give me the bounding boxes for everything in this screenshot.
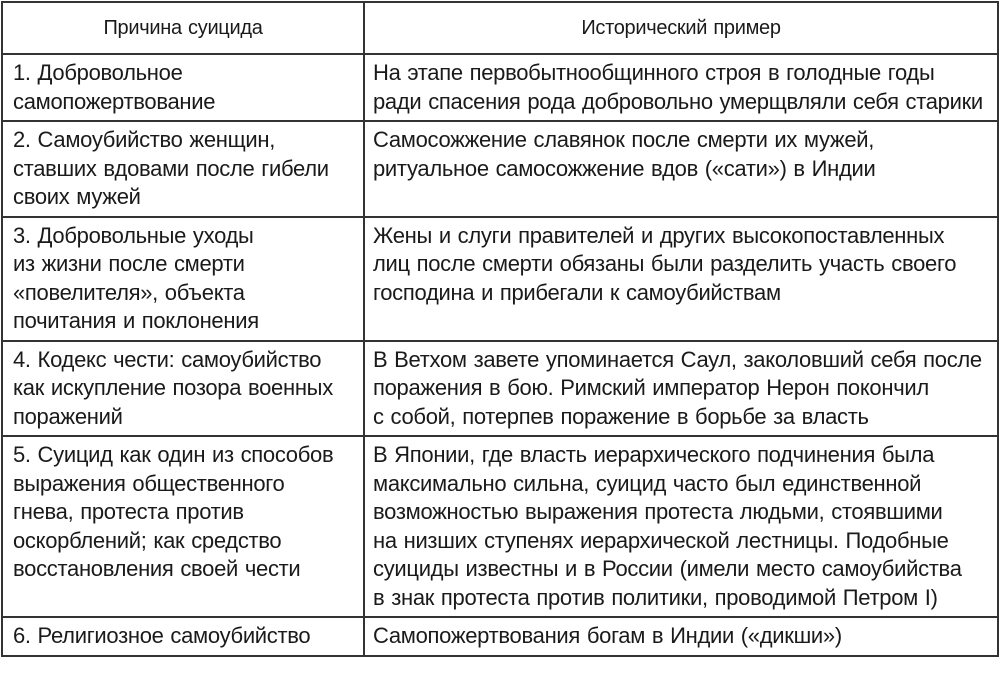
table-row bbox=[2, 121, 998, 217]
table-row bbox=[2, 436, 998, 617]
table-row bbox=[2, 217, 998, 341]
cause-text: 6. Религиозное самоубийство bbox=[13, 623, 311, 648]
example-cell bbox=[364, 121, 998, 217]
header-example: Исторический пример bbox=[364, 2, 998, 54]
cause-cell bbox=[2, 217, 364, 341]
cause-cell bbox=[2, 54, 364, 121]
table-row bbox=[2, 341, 998, 437]
cause-cell bbox=[2, 617, 364, 656]
table-header-row bbox=[2, 2, 998, 54]
example-text: Жены и слуги правителей и других высокопоставленных лиц после смерти обязаны были разделить участь своего господина и прибегали к самоубийствам bbox=[373, 222, 957, 305]
example-text: Самопожертвования богам в Индии («дикши») bbox=[373, 623, 842, 648]
example-text: В Ветхом завете упоминается Саул, заколовший себя после поражения в бою. Римский император Нерон покончил с собой, потерпев поражение в борьбе за власть bbox=[373, 346, 982, 429]
cause-text: 3. Добровольные уходы из жизни после смерти «повелителя», объекта почитания и поклонения bbox=[13, 222, 259, 333]
suicide-causes-table bbox=[1, 1, 999, 657]
example-cell bbox=[364, 617, 998, 656]
cause-text: 4. Кодекс чести: самоубийство как искупление позора военных поражений bbox=[13, 346, 333, 429]
header-cause: Причина суицида bbox=[2, 2, 364, 54]
cause-cell bbox=[2, 121, 364, 217]
cause-text: 5. Суицид как один из способов выражения общественного гнева, протеста против оскорблений; как средство восстановления своей чести bbox=[13, 442, 334, 581]
example-cell bbox=[364, 341, 998, 437]
cause-text: 1. Добровольное самопожертвование bbox=[13, 60, 216, 114]
cause-cell bbox=[2, 341, 364, 437]
example-text: В Японии, где власть иерархического подчинения была максимально сильна, суицид часто был единственной возможностью выражения протеста людьми, стоявшими на низших ступенях иерархической лестницы. Подобные суициды известны и в России (имели место самоубийства в знак протеста против политики, проводимой Петром I) bbox=[373, 442, 962, 610]
table-row bbox=[2, 617, 998, 656]
cause-cell bbox=[2, 436, 364, 617]
example-text: Самосожжение славянок после смерти их мужей, ритуальное самосожжение вдов («сати») в Индии bbox=[373, 127, 876, 181]
example-cell bbox=[364, 436, 998, 617]
table-row bbox=[2, 54, 998, 121]
cause-text: 2. Самоубийство женщин, ставших вдовами после гибели своих мужей bbox=[13, 127, 329, 209]
example-cell bbox=[364, 54, 998, 121]
example-cell bbox=[364, 217, 998, 341]
example-text: На этапе первобытнообщинного строя в голодные годы ради спасения рода добровольно умерщвляли себя старики bbox=[373, 60, 983, 114]
